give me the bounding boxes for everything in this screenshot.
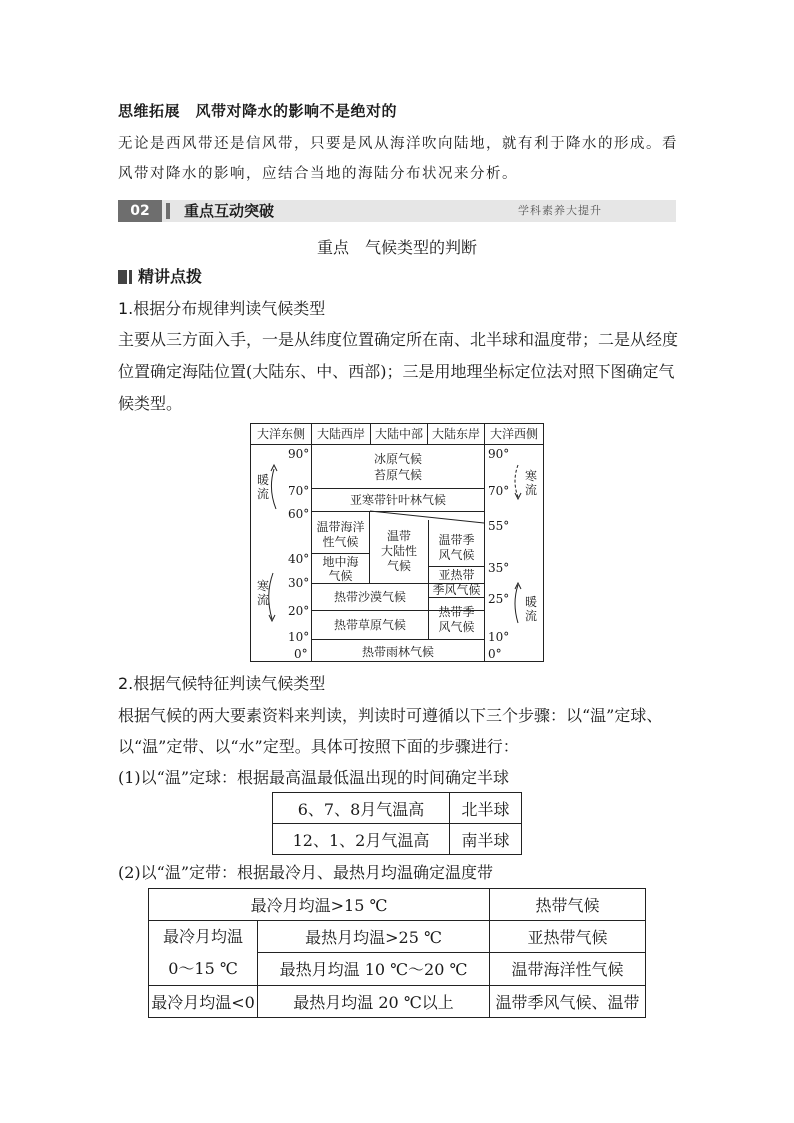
table-cell xyxy=(149,921,258,986)
table-row xyxy=(149,889,646,921)
lat-right-25: 25° xyxy=(488,592,510,606)
current-left-bottom-label: 寒流 xyxy=(256,579,269,607)
lat-left-60: 60° xyxy=(288,507,310,521)
lat-left-90: 90° xyxy=(288,447,310,461)
climate-tundra: 苔原气候 xyxy=(373,468,422,482)
part2-line-1: 根据气候的两大要素资料来判读，判读时可遵循以下三个步骤：以“温”定球、 xyxy=(118,706,663,725)
climate-mediterranean-2: 气候 xyxy=(328,569,353,583)
table-cell: 6、7、8月气温高 xyxy=(273,793,450,824)
climate-marine-2: 性气候 xyxy=(322,535,359,549)
lat-right-70: 70° xyxy=(488,484,510,498)
table-cell: 12、1、2月气温高 xyxy=(273,824,450,855)
climate-subtropical-monsoon-1: 亚热带 xyxy=(438,568,475,582)
climate-distribution-diagram xyxy=(250,423,544,662)
header-continent-east: 大陆东岸 xyxy=(431,427,480,441)
part2-line-2: 以“温”定带、以“水”定型。具体可按照下面的步骤进行： xyxy=(118,737,519,756)
climate-tropical-rainforest: 热带雨林气候 xyxy=(361,645,434,659)
lat-left-70: 70° xyxy=(288,484,310,498)
lat-left-40: 40° xyxy=(288,552,310,566)
table-cell: 热带气候 xyxy=(490,889,646,921)
temperature-zone-table xyxy=(148,888,646,1018)
section-title: 重点互动突破 xyxy=(184,202,275,220)
table-cell: 最冷月均温<0 xyxy=(149,986,258,1018)
climate-continental-1: 温带 xyxy=(386,529,411,543)
section-bar xyxy=(118,200,676,222)
table-cell: 最冷月均温>15 ℃ xyxy=(149,889,490,921)
table-cell: 最热月均温>25 ℃ xyxy=(258,921,490,953)
climate-temperate-monsoon-1: 温带季 xyxy=(438,533,475,547)
climate-mediterranean-1: 地中海 xyxy=(322,555,359,569)
part2-heading: 2.根据气候特征判读气候类型 xyxy=(118,674,326,693)
current-right-top-label: 寒流 xyxy=(524,469,537,497)
lat-right-0: 0° xyxy=(488,647,502,661)
table-cell: 温带季风气候、温带 xyxy=(490,986,646,1018)
section-subtitle: 学科素养大提升 xyxy=(518,204,602,217)
current-left-top-label: 暖流 xyxy=(256,473,269,501)
climate-continental-3: 气候 xyxy=(386,559,411,573)
table-row xyxy=(149,986,646,1018)
thinking-line-2: 风带对降水的影响，应结合当地的海陆分布状况来分析。 xyxy=(118,166,518,182)
climate-tropical-desert: 热带沙漠气候 xyxy=(333,590,406,604)
table-row xyxy=(273,824,522,855)
section-number: 02 xyxy=(118,200,162,222)
heading-marker-icon xyxy=(118,270,132,284)
lat-right-90: 90° xyxy=(488,447,510,461)
section-separator xyxy=(166,203,170,219)
key-point-title: 重点 气候类型的判断 xyxy=(316,238,477,257)
lat-left-30: 30° xyxy=(288,576,310,590)
part1-heading: 1.根据分布规律判读气候类型 xyxy=(118,299,326,318)
table-cell: 最热月均温 20 ℃以上 xyxy=(258,986,490,1018)
table-cell: 南半球 xyxy=(450,824,522,855)
step2-text: (2)以“温”定带：根据最冷月、最热月均温确定温度带 xyxy=(118,863,494,882)
lat-left-10: 10° xyxy=(288,630,310,644)
part1-line-2: 位置确定海陆位置(大陆东、中、西部)；三是用地理坐标定位法对照下图确定气 xyxy=(118,362,675,381)
lat-right-55: 55° xyxy=(488,519,510,533)
current-right-bottom-label: 暖流 xyxy=(524,595,537,623)
climate-subtropical-monsoon-2: 季风气候 xyxy=(432,583,481,597)
part1-line-1: 主要从三方面入手，一是从纬度位置确定所在南、北半球和温度带；二是从经度 xyxy=(118,330,679,349)
climate-marine-1: 温带海洋 xyxy=(316,520,365,534)
thinking-heading: 思维拓展 风带对降水的影响不是绝对的 xyxy=(118,102,398,120)
step1-text: (1)以“温”定球：根据最高温最低温出现的时间确定半球 xyxy=(118,768,510,787)
table-cell: 温带海洋性气候 xyxy=(490,952,646,985)
header-ocean-west: 大洋西侧 xyxy=(489,427,538,441)
table-cell: 亚热带气候 xyxy=(490,921,646,953)
header-continent-west: 大陆西岸 xyxy=(316,427,365,441)
cell-line: 0～15 ℃ xyxy=(168,959,238,978)
table-row xyxy=(273,793,522,824)
climate-tropical-monsoon-2: 风气候 xyxy=(438,620,475,634)
lat-right-10: 10° xyxy=(488,630,510,644)
climate-temperate-monsoon-2: 风气候 xyxy=(438,548,475,562)
climate-subarctic: 亚寒带针叶林气候 xyxy=(349,493,446,507)
climate-ice-cap: 冰原气候 xyxy=(373,452,422,466)
header-continent-middle: 大陆中部 xyxy=(374,427,423,441)
table-cell: 北半球 xyxy=(450,793,522,824)
climate-tropical-monsoon-1: 热带季 xyxy=(438,605,475,619)
thinking-line-1: 无论是西风带还是信风带，只要是风从海洋吹向陆地，就有利于降水的形成。看 xyxy=(118,136,678,152)
climate-continental-2: 大陆性 xyxy=(380,544,417,558)
header-ocean-east: 大洋东侧 xyxy=(256,427,305,441)
part1-line-3: 候类型。 xyxy=(118,394,183,413)
climate-tropical-savanna: 热带草原气候 xyxy=(333,618,406,632)
lecture-heading: 精讲点拨 xyxy=(138,267,203,286)
table-cell: 最热月均温 10 ℃～20 ℃ xyxy=(258,952,490,985)
lat-left-0: 0° xyxy=(294,647,308,661)
table-row xyxy=(149,921,646,953)
cell-line: 最冷月均温 xyxy=(162,927,243,946)
lat-left-20: 20° xyxy=(288,604,310,618)
hemisphere-table xyxy=(272,792,522,855)
lat-right-35: 35° xyxy=(488,561,510,575)
